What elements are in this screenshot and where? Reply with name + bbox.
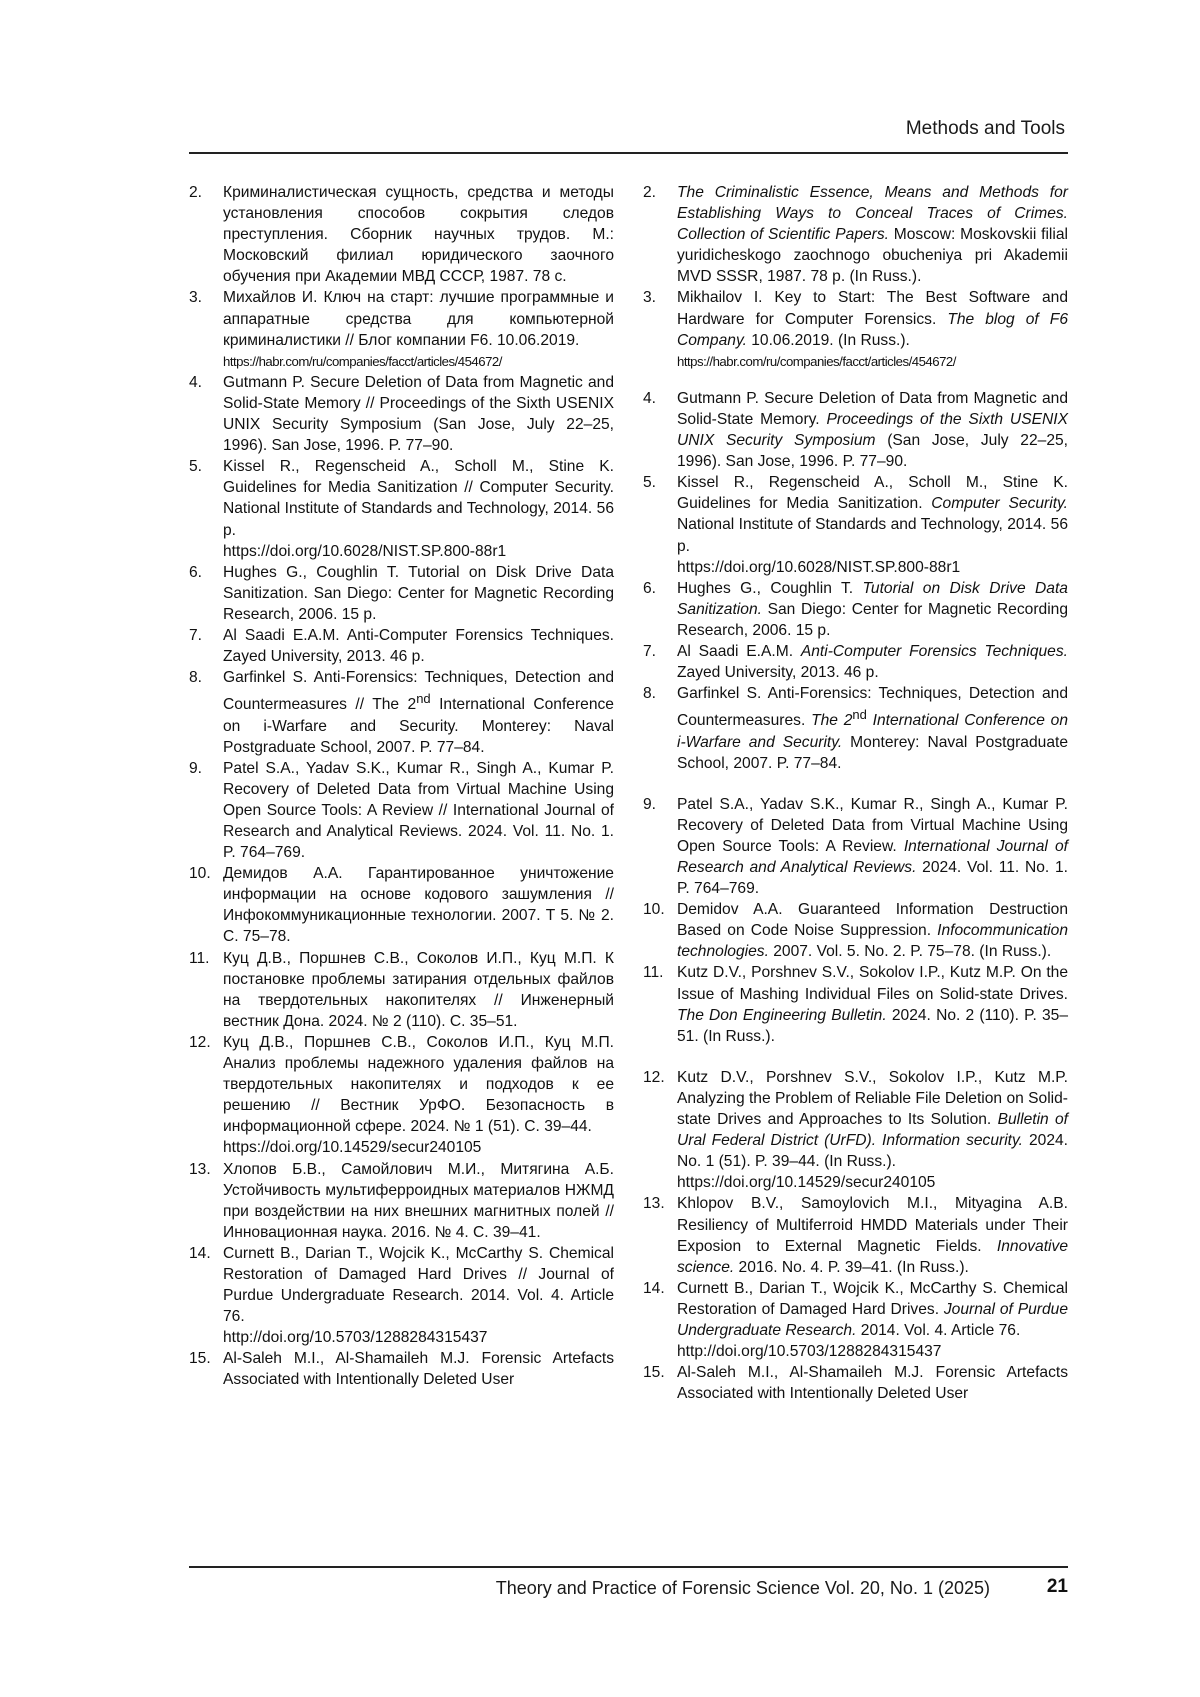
reference-text — [223, 758, 614, 863]
reference-details: 10.06.2019. (In Russ.). — [746, 331, 910, 349]
reference-item — [643, 641, 1068, 683]
reference-source: Bulletin of Ural Federal District (UrFD). Information security. — [677, 1111, 1069, 1150]
references-english — [643, 182, 1068, 1404]
reference-body: Al Saadi E.A.M. Anti-Computer Forensics Techniques. Zayed University, 2013. 46 p. — [223, 626, 614, 666]
reference-authors-title: Gutmann P. Secure Deletion of Data from Magnetic and Solid-State Memory. — [677, 389, 1068, 428]
reference-text — [223, 287, 614, 371]
reference-text — [677, 962, 1068, 1046]
reference-body: Gutmann P. Secure Deletion of Data from Magnetic and Solid-State Memory // Proceedings of the Sixth USENIX UNIX Security Symposium (San Jose, July 22–25, 1996). San Jose, 1996. P. 77–90. — [223, 373, 614, 455]
reference-authors-title: Curnett B., Darian T., Wojcik K., McCarthy S. Chemical Restoration of Damaged Hard Drives. — [677, 1279, 1068, 1318]
reference-number: 11. — [643, 964, 664, 982]
reference-body: Garfinkel S. Anti-Forensics: Techniques, Detection and Countermeasures // The 2 — [223, 669, 614, 714]
reference-text — [677, 182, 1068, 287]
reference-source: Anti-Computer Forensics Techniques. — [800, 642, 1068, 660]
reference-number: 7. — [189, 626, 203, 644]
reference-text — [677, 472, 1068, 577]
reference-number: 14. — [643, 1279, 665, 1297]
reference-number: 8. — [643, 685, 657, 703]
reference-item — [643, 899, 1068, 962]
reference-doi: http://doi.org/10.5703/1288284315437 — [223, 1329, 488, 1347]
reference-source: Tutorial on Disk Drive Data Sanitization. — [677, 579, 1068, 618]
reference-item — [189, 182, 614, 287]
reference-text — [677, 1362, 1068, 1404]
reference-authors-title: Al-Saleh M.I., Al-Shamaileh M.J. Forensic Artefacts Associated with Intentionally Deleted User — [677, 1364, 1068, 1403]
reference-number: 13. — [643, 1195, 665, 1213]
reference-text — [223, 948, 614, 1032]
reference-details: Zayed University, 2013. 46 p. — [677, 664, 879, 682]
reference-text — [223, 456, 614, 561]
reference-source: Infocommunication technologies. — [677, 922, 1068, 961]
reference-body: Демидов А.А. Гарантированное уничтожение информации на основе кодового зашумления // Инфокоммуникационные технологии. 2007. Т 5. № 2. С. 75–78. — [223, 865, 614, 946]
reference-text — [223, 1348, 614, 1390]
reference-details: Moscow: Moskovskii filial yuridicheskogo zaochnogo obucheniya pri Akademii MVD SSSR, 1987. 78 p. (In Russ.). — [677, 226, 1068, 286]
reference-details: 2024. No. 2 (110). P. 35–51. (In Russ.). — [677, 1006, 1068, 1045]
reference-number: 6. — [189, 563, 203, 581]
reference-body: Куц Д.В., Поршнев С.В., Соколов И.П., Куц М.П. К постановке проблемы затирания отдельных файлов на твердотельных накопителях // Инженерный вестник Дона. 2024. № 2 (110). С. 35–51. — [223, 949, 614, 1030]
reference-text — [223, 667, 614, 758]
reference-text — [223, 562, 614, 625]
header-rule — [189, 152, 1068, 154]
reference-item — [643, 1278, 1068, 1362]
reference-item — [189, 758, 614, 863]
reference-text — [677, 899, 1068, 962]
reference-item — [643, 683, 1068, 774]
reference-number: 3. — [643, 289, 657, 307]
reference-details: 2016. No. 4. P. 39–41. (In Russ.). — [734, 1258, 969, 1276]
reference-details: 2007. Vol. 5. No. 2. P. 75–78. (In Russ.). — [768, 943, 1052, 961]
reference-number: 15. — [189, 1350, 211, 1368]
reference-number: 12. — [189, 1033, 211, 1051]
reference-source: Proceedings of the Sixth USENIX UNIX Security Symposium — [677, 410, 1068, 450]
reference-source: Computer Security. — [931, 495, 1068, 513]
reference-item — [643, 578, 1068, 641]
reference-text — [677, 388, 1068, 472]
reference-number: 5. — [643, 474, 657, 492]
reference-body: Curnett B., Darian T., Wojcik K., McCarthy S. Chemical Restoration of Damaged Hard Drives // Journal of Purdue Undergraduate Research. 2014. Vol. 4. Article 76. — [223, 1244, 614, 1326]
reference-item — [189, 1032, 614, 1159]
reference-body: International Conference on i-Warfare and Security. Monterey: Naval Postgraduate School, 2007. P. 77–84. — [223, 696, 614, 756]
reference-body: Михайлов И. Ключ на старт: лучшие программные и аппаратные средства для компьютерной криминалистики // Блог компании F6. 10.06.2019. — [223, 289, 614, 349]
reference-item — [643, 1193, 1068, 1277]
footer-rule — [189, 1566, 1068, 1568]
reference-number: 12. — [643, 1068, 665, 1086]
reference-item — [189, 948, 614, 1032]
reference-text — [223, 625, 614, 667]
reference-details: San Diego: Center for Magnetic Recording Research, 2006. 15 p. — [677, 600, 1068, 639]
reference-number: 10. — [189, 865, 211, 883]
reference-text — [223, 1243, 614, 1348]
reference-authors-title: Kissel R., Regenscheid A., Scholl M., Stine K. Guidelines for Media Sanitization. — [677, 474, 1068, 513]
reference-text — [677, 1193, 1068, 1277]
reference-item — [189, 1243, 614, 1348]
reference-source: Journal of Purdue Undergraduate Research. — [677, 1300, 1068, 1339]
reference-source: Innovative science. — [677, 1237, 1068, 1276]
reference-details: 2024. Vol. 11. No. 1. P. 764–769. — [677, 859, 1068, 898]
reference-number: 9. — [643, 795, 657, 813]
reference-authors-title: Patel S.A., Yadav S.K., Kumar R., Singh A., Kumar P. Recovery of Deleted Data from Virtual Machine Using Open Source Tools: A Review. — [677, 795, 1068, 855]
reference-authors-title: Al Saadi E.A.M. — [677, 642, 801, 660]
reference-doi: http://doi.org/10.5703/1288284315437 — [677, 1343, 942, 1361]
reference-item — [643, 1362, 1068, 1404]
reference-doi: https://doi.org/10.14529/secur240105 — [677, 1174, 936, 1192]
reference-doi: https://doi.org/10.14529/secur240105 — [223, 1139, 482, 1157]
reference-url: https://habr.com/ru/companies/facct/articles/454672/ — [223, 353, 502, 369]
reference-item — [189, 372, 614, 456]
reference-item — [643, 472, 1068, 577]
reference-item — [189, 562, 614, 625]
reference-text — [677, 1278, 1068, 1362]
reference-text — [677, 683, 1068, 774]
reference-text — [677, 287, 1068, 371]
reference-body: Al-Saleh M.I., Al-Shamaileh M.J. Forensic Artefacts Associated with Intentionally Deleted User — [223, 1350, 614, 1389]
reference-url: https://habr.com/ru/companies/facct/articles/454672/ — [677, 353, 956, 369]
reference-number: 3. — [189, 289, 203, 307]
footer-journal-title: Theory and Practice of Forensic Science Vol. 20, No. 1 (2025) — [495, 1578, 990, 1598]
reference-number: 4. — [189, 373, 203, 391]
reference-number: 5. — [189, 458, 203, 476]
reference-body: Криминалистическая сущность, средства и методы установления способов сокрытия следов преступления. Сборник научных трудов. М.: Московский филиал юридического заочного обучения при Академии МВД СССР, 1987. 78 с. — [223, 184, 614, 286]
reference-authors-title: Kutz D.V., Porshnev S.V., Sokolov I.P., Kutz M.P. Analyzing the Problem of Reliable File Deletion on Solid-state Drives and Approaches to Its Solution. — [677, 1068, 1068, 1129]
reference-number: 2. — [189, 184, 203, 201]
reference-authors-title: Kutz D.V., Porshnev S.V., Sokolov I.P., Kutz M.P. On the Issue of Mashing Individual Files on Solid-state Drives. — [677, 964, 1068, 1003]
reference-authors-title: Hughes G., Coughlin T. — [677, 579, 863, 597]
reference-number: 10. — [643, 901, 665, 919]
reference-details: 2024. No. 1 (51). P. 39–44. (In Russ.). — [677, 1132, 1068, 1171]
reference-details: 2014. Vol. 4. Article 76. — [856, 1321, 1021, 1339]
reference-body: Patel S.A., Yadav S.K., Kumar R., Singh A., Kumar P. Recovery of Deleted Data from Virtual Machine Using Open Source Tools: A Review // International Journal of Research and Analytical Reviews. 2024. Vol. 11. No. 1. P. 764–769. — [223, 759, 614, 862]
running-header: Methods and Tools — [905, 118, 1065, 139]
reference-item — [643, 962, 1068, 1046]
reference-item — [189, 667, 614, 758]
reference-text — [223, 182, 614, 287]
reference-authors-title: Demidov A.A. Guaranteed Information Destruction Based on Code Noise Suppression. — [677, 901, 1068, 940]
reference-item — [189, 1348, 614, 1390]
reference-item — [189, 1159, 614, 1243]
reference-item — [189, 863, 614, 947]
reference-text — [223, 1032, 614, 1159]
reference-text — [677, 578, 1068, 641]
reference-item — [643, 388, 1068, 472]
reference-item — [643, 1067, 1068, 1194]
reference-number: 8. — [189, 669, 203, 687]
reference-source: The blog of F6 Company. — [677, 310, 1068, 349]
reference-item — [643, 794, 1068, 899]
references-russian — [189, 182, 614, 1391]
reference-authors-title: Garfinkel S. Anti-Forensics: Techniques, Detection and Countermeasures. — [677, 685, 1068, 730]
reference-source: International Conference on i-Warfare and Security. — [677, 712, 1068, 751]
reference-authors-title: Mikhailov I. Key to Start: The Best Software and Hardware for Computer Forensics. — [677, 289, 1068, 328]
superscript: nd — [852, 707, 867, 723]
reference-number: 9. — [189, 759, 203, 777]
page-number: 21 — [1046, 1576, 1068, 1597]
reference-number: 13. — [189, 1160, 211, 1178]
reference-item — [643, 182, 1068, 287]
reference-source: International Journal of Research and Analytical Reviews. — [677, 837, 1068, 876]
reference-body: Hughes G., Coughlin T. Tutorial on Disk Drive Data Sanitization. San Diego: Center for Magnetic Recording Research, 2006. 15 p. — [223, 563, 614, 623]
reference-source: The Don Engineering Bulletin. — [677, 1006, 887, 1024]
reference-text — [677, 794, 1068, 899]
reference-number: 11. — [189, 949, 210, 967]
reference-number: 14. — [189, 1244, 211, 1262]
reference-body: Kissel R., Regenscheid A., Scholl M., Stine K. Guidelines for Media Sanitization // Computer Security. National Institute of Standards and Technology, 2014. 56 p. — [223, 458, 614, 539]
reference-text — [223, 863, 614, 947]
reference-body: Куц Д.В., Поршнев С.В., Соколов И.П., Куц М.П. Анализ проблемы надежного удаления файлов на твердотельных накопителях и подходов к ее решению // Вестник УрФО. Безопасность в информационной сфере. 2024. № 1 (51). С. 39–44. — [223, 1033, 614, 1136]
reference-details: National Institute of Standards and Technology, 2014. 56 p. — [677, 516, 1068, 555]
reference-item — [189, 456, 614, 561]
reference-number: 2. — [643, 184, 657, 201]
reference-doi: https://doi.org/10.6028/NIST.SP.800-88r1 — [677, 558, 961, 576]
reference-details: (San Jose, July 22–25, 1996). San Jose, 1996. P. 77–90. — [677, 432, 1068, 471]
superscript: nd — [416, 691, 431, 707]
reference-number: 6. — [643, 579, 657, 597]
reference-details: Monterey: Naval Postgraduate School, 2007. P. 77–84. — [677, 733, 1069, 772]
reference-item — [643, 287, 1068, 371]
reference-source: The 2 — [811, 712, 853, 730]
reference-doi: https://doi.org/10.6028/NIST.SP.800-88r1 — [223, 542, 507, 560]
reference-authors-title: Khlopov B.V., Samoylovich M.I., Mityagina A.B. Resiliency of Multiferroid HMDD Materials under Their Exposion to External Magnetic Fields. — [677, 1195, 1068, 1255]
reference-source: The Criminalistic Essence, Means and Methods for Establishing Ways to Conceal Traces of Crimes. Collection of Scientific Papers. — [677, 184, 1068, 244]
reference-number: 4. — [643, 389, 657, 407]
reference-number: 15. — [643, 1364, 665, 1382]
reference-body: Хлопов Б.В., Самойлович М.И., Митягина А.Б. Устойчивость мультиферроидных материалов НЖМД при воздействии на них внешних магнитных полей // Инновационная наука. 2016. № 4. С. 39–41. — [223, 1160, 614, 1241]
reference-text — [677, 641, 1068, 683]
reference-number: 7. — [643, 642, 657, 660]
reference-text — [223, 1159, 614, 1243]
reference-text — [223, 372, 614, 456]
reference-item — [189, 287, 614, 371]
reference-item — [189, 625, 614, 667]
reference-text — [677, 1067, 1068, 1194]
